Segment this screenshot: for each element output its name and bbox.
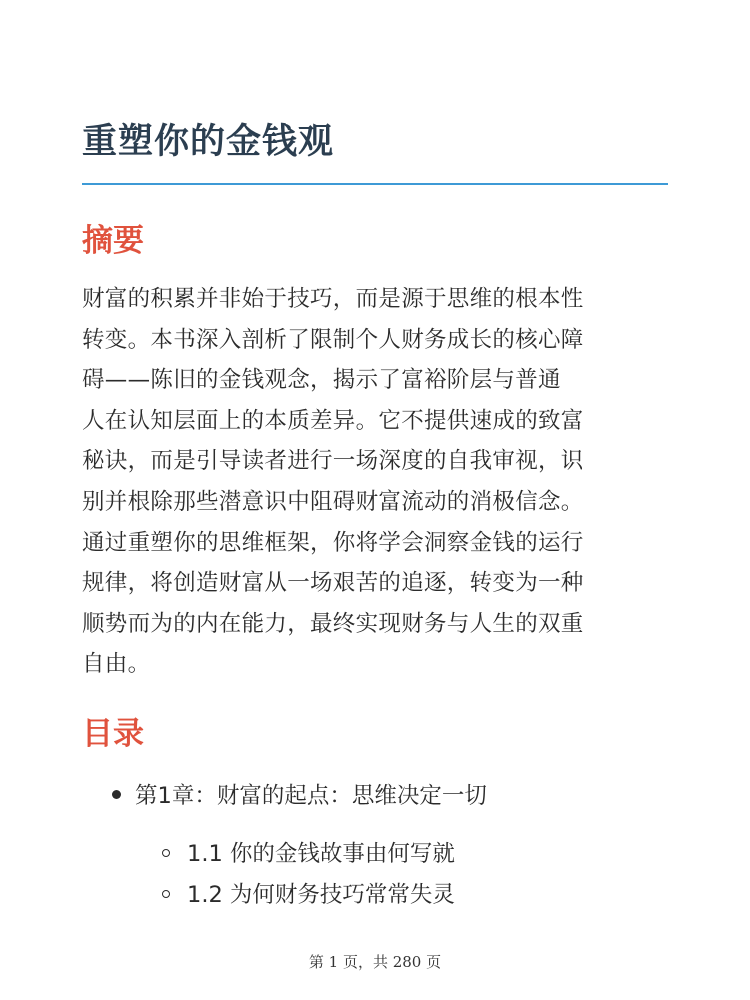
toc-item-label: 第1章：财富的起点：思维决定一切 bbox=[135, 783, 487, 809]
toc-item-label: 1.2 为何财务技巧常常失灵 bbox=[187, 882, 455, 908]
abstract-heading: 摘要 bbox=[82, 223, 144, 259]
bullet-circle-icon bbox=[162, 849, 170, 857]
page-number-footer: 第 1 页，共 280 页 bbox=[308, 953, 442, 971]
abstract-paragraph: 财富的积累并非始于技巧，而是源于思维的根本性 转变。本书深入剖析了限制个人财务成长的核心障 碍——陈旧的金钱观念，揭示了富裕阶层与普通 人在认知层面上的本质差异。它不提供速成的致富 秘诀，而是引导读者进行一场深度的自我审视，识 别并根除那些潜意识中阻碍财富流动的消极信念。 通过重塑你的思维框架，你将学会洞察金钱的运行 规律，将创造财富从一场艰苦的追逐，转变为一种 顺势而为的内在能力，最终实现财务与人生的双重 自由。 bbox=[82, 286, 584, 678]
toc-item-label: 1.1 你的金钱故事由何写就 bbox=[187, 841, 455, 867]
bullet-circle-icon bbox=[162, 890, 170, 898]
bullet-disc-icon bbox=[112, 790, 121, 799]
toc-heading: 目录 bbox=[82, 716, 144, 752]
toc-item-section-1-2[interactable] bbox=[162, 877, 455, 913]
document-title: 重塑你的金钱观 bbox=[82, 122, 335, 162]
title-divider bbox=[82, 183, 668, 185]
toc-item-chapter-1[interactable] bbox=[112, 778, 487, 814]
toc-item-section-1-1[interactable] bbox=[162, 836, 455, 872]
